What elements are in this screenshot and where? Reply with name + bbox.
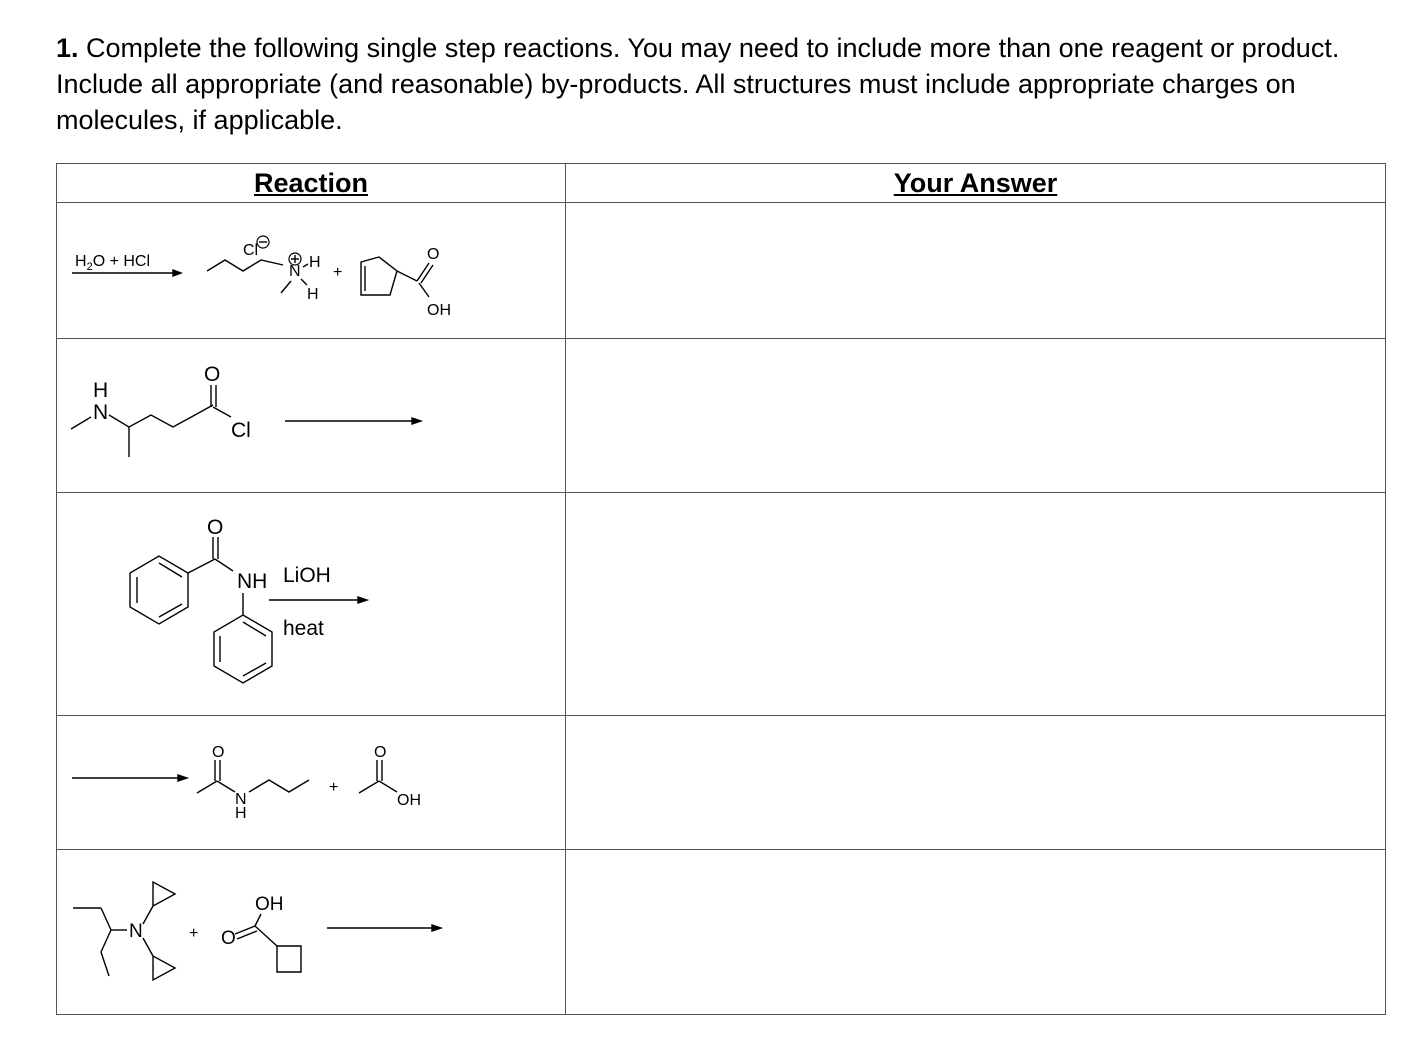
ring-carbonyl-bond <box>188 559 215 573</box>
reaction-4-h-label: H <box>235 805 247 822</box>
cyclopentene-ring <box>361 257 397 295</box>
answer-cell-1[interactable] <box>566 203 1386 339</box>
question-number: 1. <box>56 33 79 63</box>
ring-1-db-3 <box>159 563 182 577</box>
reaction-1-arrowhead <box>173 270 181 276</box>
reaction-cell-5 <box>57 850 566 1015</box>
acid-bond <box>397 271 417 281</box>
reaction-3-arrowhead <box>358 597 367 603</box>
ethyl-bond-bottom-1 <box>101 930 111 952</box>
propyl-chain <box>249 780 309 792</box>
carbonyl-bond-2 <box>421 265 433 283</box>
question-body: Complete the following single step reactions. You may need to include more than one reagent or product. Include all appropriate (and reasonable) by-products. All structures must include appropriate charges on molecules, if applicable. <box>56 33 1340 135</box>
reaction-1-h2-label: H <box>307 286 319 303</box>
acetyl-methyl-bond <box>197 781 217 793</box>
benzene-ring-1 <box>130 556 188 624</box>
hydroxyl-bond <box>419 283 429 297</box>
header-reaction: Reaction <box>57 164 566 203</box>
reaction-table <box>56 163 1386 1015</box>
acid-hydroxyl-bond <box>255 914 261 926</box>
question-text <box>56 30 1396 138</box>
reaction-5-arrowhead <box>432 925 441 931</box>
reaction-5-plus: + <box>189 925 199 942</box>
reaction-3-reagent-top: LiOH <box>283 564 331 587</box>
reaction-3-o-label: O <box>207 516 224 539</box>
table-row <box>57 339 1386 493</box>
n-h-bond-1 <box>303 264 308 267</box>
answer-cell-2[interactable] <box>566 339 1386 493</box>
reaction-5-o-label: O <box>221 928 236 949</box>
ethyl-bond-top-2 <box>101 908 111 930</box>
reaction-3-nh-label: NH <box>237 570 268 593</box>
reaction-2-o-label: O <box>204 363 221 386</box>
ethyl-bond-bottom-2 <box>101 952 109 976</box>
benzene-ring-2 <box>214 615 272 683</box>
table-row <box>57 203 1386 339</box>
reaction-1-cl-label: Cl <box>243 242 259 259</box>
reaction-5-oh-label: OH <box>255 894 284 915</box>
cyclopropyl-ring-2 <box>153 956 175 980</box>
reaction-1-oh-label: OH <box>427 302 451 319</box>
reaction-2-chain <box>109 405 213 427</box>
n-h-bond-2 <box>301 279 307 285</box>
table-row <box>57 493 1386 716</box>
reaction-1-chain <box>207 260 283 271</box>
reaction-1-o-label: O <box>427 246 440 263</box>
reaction-1-reagents: $H_2O$ + HCl <box>75 253 151 273</box>
amide-bond <box>215 559 233 571</box>
reaction-4-o1-label: O <box>212 744 225 761</box>
reaction-1-n-label: N <box>289 263 301 280</box>
header-your-answer: Your Answer <box>566 164 1386 203</box>
reaction-4-n-label: N <box>235 791 247 808</box>
carbonyl-bond-1 <box>417 263 429 281</box>
ring-2-db-3 <box>243 622 266 636</box>
acid-hydroxyl-bond <box>379 781 397 792</box>
reaction-cell-2 <box>57 339 566 493</box>
reaction-1-h1-label: H <box>309 254 321 271</box>
table-header-row <box>57 164 1386 203</box>
answer-cell-5[interactable] <box>566 850 1386 1015</box>
acid-methyl-bond <box>359 781 379 793</box>
reaction-2-cl-label: Cl <box>231 419 251 442</box>
reaction-4-oh-label: OH <box>397 792 421 809</box>
table-row <box>57 850 1386 1015</box>
reaction-1-diagram <box>57 203 566 338</box>
reaction-2-h-label: H <box>93 379 109 402</box>
reaction-2-n-label: N <box>93 401 109 424</box>
reaction-cell-4 <box>57 716 566 850</box>
n-cyclopropyl-bond-1 <box>143 906 153 924</box>
reaction-3-reagent-bottom: heat <box>283 617 324 640</box>
reaction-4-o2-label: O <box>374 744 387 761</box>
reaction-5-n-label: N <box>129 921 143 942</box>
reaction-cell-3 <box>57 493 566 716</box>
amide-bond <box>217 781 235 792</box>
n-cyclopropyl-bond-2 <box>143 938 153 956</box>
reaction-3-diagram <box>57 493 566 715</box>
cyclopropyl-ring-1 <box>153 882 175 906</box>
n-methyl-bond <box>281 281 291 293</box>
acyl-cl-bond <box>213 407 231 417</box>
reaction-4-plus: + <box>329 779 339 796</box>
ring-2-db-2 <box>243 663 266 676</box>
ring-1-db-2 <box>159 604 182 617</box>
reaction-2-arrowhead <box>412 418 421 424</box>
reaction-4-diagram <box>57 716 566 849</box>
table-row <box>57 716 1386 850</box>
acid-ring-bond <box>255 926 277 946</box>
reaction-5-diagram <box>57 850 566 1014</box>
answer-cell-3[interactable] <box>566 493 1386 716</box>
reaction-1-plus: + <box>333 264 343 281</box>
n-methyl-bond <box>71 417 91 429</box>
answer-cell-4[interactable] <box>566 716 1386 850</box>
reaction-4-arrowhead <box>178 775 187 781</box>
reaction-2-diagram <box>57 339 566 492</box>
cyclobutane-ring <box>277 946 301 972</box>
reaction-cell-1 <box>57 203 566 339</box>
